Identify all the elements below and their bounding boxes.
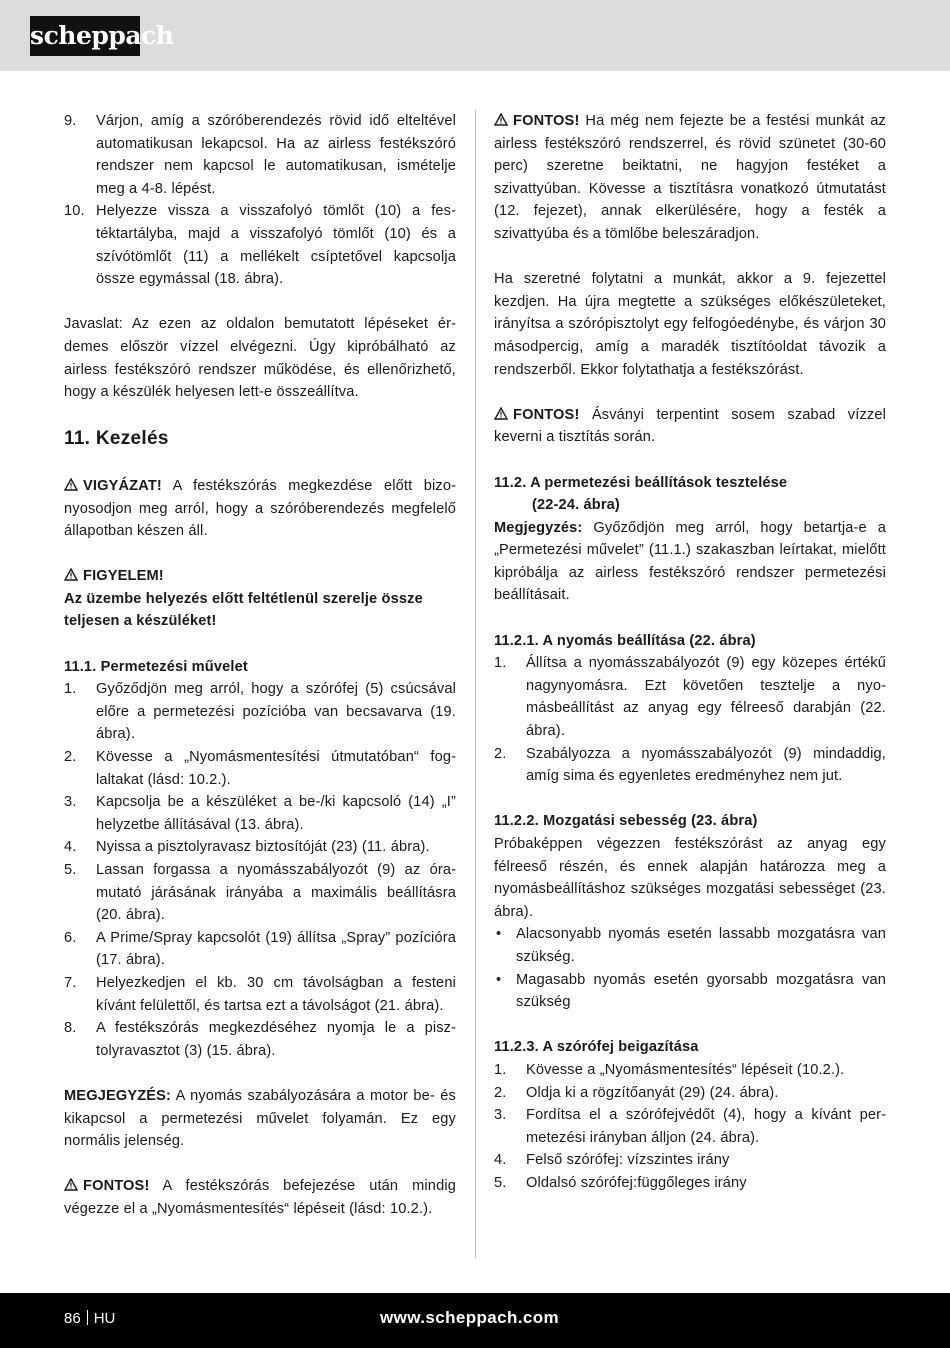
list-text: Állítsa a nyomásszabályozót (9) egy közepes értékű nagynyomásra. Ezt követően tesztelje a nyomásbeállítást az anyag egy félreeső darabján (22. ábra). — [526, 655, 886, 740]
important-label: FONTOS! — [83, 1178, 150, 1195]
important-text: Ásványi terpentint sosem szabad vízzel keverni a tisztítás során. — [494, 406, 886, 446]
bullet-text: Alacsonyabb nyomás esetén lassabb mozgatásra van szükség. — [516, 926, 886, 965]
caution-text: A festékszórás megkezdése előtt bizonyosodjon meg arról, hogy a szóróberendezés megfelelő állapotban készen áll. — [64, 477, 456, 540]
website-link[interactable]: www.scheppach.com — [380, 1308, 560, 1327]
important-text: A festékszórás befejezése után mindig végezze el a „Nyomásmentesítés“ lépéseit (lásd: 10.2.). — [64, 1178, 456, 1217]
speed-paragraph: Próbaképpen végezzen festékszórást az anyag egy félreeső részén, és ennek alapján határozza meg a nyomásbeállításhoz szükséges mozgatási sebességet (23. ábra). — [494, 836, 886, 920]
list-text: Várjon, amíg a szóróberendezés rövid idő elteltével automatikusan lekapcsol. Ha az airless festékszóró rendszer nem kapcsol le automatikusan, ismételje meg a 4-8. lépést. — [96, 113, 456, 197]
bullet-mark: • — [496, 926, 502, 943]
list-number: 5. — [64, 862, 77, 878]
warning-icon — [64, 1178, 78, 1191]
note-paragraph — [64, 1085, 456, 1153]
bullet-item — [494, 969, 886, 1014]
footer-separator — [87, 1310, 88, 1325]
subsection-title: 11.2.1. A nyomás beállítása (22. ábra) — [494, 632, 756, 649]
language-code: HU — [93, 1310, 116, 1327]
caution-paragraph — [64, 475, 456, 543]
subsection-title-continued: (22-24. ábra) — [532, 497, 620, 514]
bullet-item — [494, 923, 886, 968]
list-item — [64, 836, 456, 859]
pressure-steps-list — [494, 652, 886, 788]
page-footer — [0, 1293, 950, 1348]
column-divider — [475, 110, 476, 1258]
list-text: Helyezze vissza a visszafolyó tömlőt (10) a festéktartályba, majd a visszafolyó tömlőt (10) és a szívótömlőt (11) a mellékelt csíptetővel kapcsolja össze egymással (18. ábra). — [96, 203, 456, 288]
list-text: Fordítsa el a szórófejvédőt (4), hogy a kívánt permetezési irányban álljon (24. ábra). — [526, 1107, 886, 1146]
list-text: Nyissa a pisztolyravasz biztosítóját (23) (11. ábra). — [96, 839, 430, 856]
list-text: Szabályozza a nyomásszabályozót (9) mindaddig, amíg sima és egyenletes eredményhez nem jut. — [526, 745, 886, 785]
list-number: 4. — [494, 1152, 507, 1169]
note-label: MEGJEGYZÉS: — [64, 1087, 172, 1104]
list-item — [64, 200, 456, 290]
list-item — [64, 678, 456, 746]
list-number: 7. — [64, 974, 77, 991]
list-number: 2. — [494, 1084, 507, 1101]
list-number: 6. — [64, 929, 77, 946]
list-number: 1. — [494, 655, 507, 672]
important-paragraph — [64, 1175, 456, 1220]
list-text: A Prime/Spray kapcsolót (19) állítsa „Spray” pozícióra (17. ábra). — [96, 929, 456, 969]
subsection-title: 11.1. Permetezési művelet — [64, 658, 248, 675]
list-item — [494, 1082, 886, 1105]
bullet-text: Magasabb nyomás esetén gyorsabb mozgatásra van szükség — [516, 971, 886, 1011]
warning-icon — [494, 407, 508, 420]
list-item — [64, 859, 456, 927]
list-text: A festékszórás megkezdéséhez nyomja le a pisztolyravasztot (3) (15. ábra). — [96, 1020, 456, 1059]
list-text: Kövesse a „Nyomásmentesítési útmutatóban“ foglaltakat (lásd: 10.2.). — [96, 749, 456, 788]
list-text: Oldja ki a rögzítőanyát (29) (24. ábra). — [526, 1084, 779, 1101]
list-number: 1. — [494, 1061, 507, 1078]
left-column — [64, 110, 456, 1221]
list-item — [494, 652, 886, 742]
right-column — [494, 110, 886, 1195]
list-number: 3. — [494, 1107, 507, 1124]
important-paragraph — [494, 110, 886, 246]
nozzle-steps-list — [494, 1059, 886, 1195]
list-number: 8. — [64, 1020, 77, 1037]
list-text: Oldalsó szórófej:függőleges irány — [526, 1174, 747, 1191]
speed-bullet-list — [494, 923, 886, 1013]
list-item — [64, 791, 456, 836]
attention-text: Az üzembe helyezés előtt feltétlenül szerelje össze teljesen a készüléket! — [64, 590, 423, 630]
bullet-mark: • — [496, 971, 502, 988]
warning-icon — [494, 113, 508, 126]
list-number: 2. — [64, 749, 77, 766]
list-number: 5. — [494, 1174, 507, 1191]
list-item — [64, 972, 456, 1017]
list-text: Lassan forgassa a nyomásszabályozót (9) az óramutató járásának irányába a maximális beállításra (20. ábra). — [96, 862, 456, 924]
list-text: Helyezkedjen el kb. 30 cm távolságban a festeni kívánt felülettől, és tartsa ezt a távolságot (21. ábra). — [96, 974, 456, 1014]
important-label: FONTOS! — [513, 113, 580, 129]
list-number: 3. — [64, 794, 77, 811]
important-text: Ha még nem fejezte be a festési munkát az airless festékszóró rendszerrel, és rövid szünetet (30-60 perc) szeretne beiktatni, ne hagyjon festéket a szivattyúban. Kövesse a tisztításra vonatkozó útmutatást (12. fejezet), annak elkerülésére, hogy a festék a szivattyúba és a tömlőbe beleszáradjon. — [494, 113, 886, 242]
attention-heading — [64, 565, 456, 588]
list-number: 9. — [64, 113, 77, 129]
page-header — [0, 0, 950, 71]
important-label: FONTOS! — [513, 406, 580, 423]
list-item — [494, 1059, 886, 1082]
list-number: 4. — [64, 839, 77, 856]
attention-label: FIGYELEM! — [83, 568, 164, 585]
tip-paragraph: Javaslat: Az ezen az oldalon bemutatott lépéseket érdemes először vízzel elvégezni. Úgy kipróbálható az airless festékszóró rendszer működése, és ellenőrizhető, hogy a készülék helyesen lett-e összeállítva. — [64, 316, 456, 401]
important-paragraph — [494, 404, 886, 449]
subsection-title: 11.2.3. A szórófej beigazítása — [494, 1039, 699, 1056]
note-text: A nyomás szabályozására a motor be- és kikapcsol a permetezési művelet folyamán. Ez egy normális jelenség. — [64, 1087, 456, 1150]
warning-icon — [64, 478, 78, 491]
list-number: 10. — [64, 203, 85, 220]
list-item — [494, 1172, 886, 1195]
list-item — [64, 927, 456, 972]
list-item — [64, 1017, 456, 1062]
list-text: Kapcsolja be a készüléket a be-/ki kapcsoló (14) „I” helyzetbe állításával (13. ábra). — [96, 794, 456, 833]
operation-steps-list — [64, 678, 456, 1062]
page-number: 86 — [64, 1310, 81, 1327]
page-info — [64, 1310, 115, 1328]
list-text: Győződjön meg arról, hogy a szórófej (5) csúcsával előre a permetezési pozícióba van becsavarva (19. ábra). — [96, 681, 456, 743]
caution-label: VIGYÁZAT! — [83, 477, 162, 494]
list-item — [64, 746, 456, 791]
warning-icon — [64, 568, 78, 581]
continue-paragraph: Ha szeretné folytatni a munkát, akkor a 9. fejezettel kezdjen. Ha újra megtette a szükséges előkészületeket, irányítsa a szórópisztolyt egy felfogóedénybe, és várjon 30 másodpercig, amíg a maradék tisztítóoldat távozik a rendszerből. Ekkor folytathatja a festékszórást. — [494, 271, 886, 378]
subsection-title: 11.2.2. Mozgatási sebesség (23. ábra) — [494, 813, 758, 830]
note-label: Megjegyzés: — [494, 519, 583, 536]
scheppach-logo: scheppach — [30, 16, 140, 56]
subsection-title: 11.2. A permetezési beállítások tesztelése — [494, 474, 788, 491]
note-text: Győződjön meg arról, hogy betartja-e a „Permetezési művelet” (11.1.) szakaszban leírtakat, mielőtt kipróbálja az airless festékszóró rendszer permetezési beállításait. — [494, 519, 886, 604]
list-item — [494, 743, 886, 788]
list-text: Felső szórófej: vízszintes irány — [526, 1152, 730, 1169]
list-item — [494, 1149, 886, 1172]
list-item — [64, 110, 456, 200]
list-text: Kövesse a „Nyomásmentesítés“ lépéseit (10.2.). — [526, 1061, 845, 1078]
list-number: 1. — [64, 681, 77, 698]
section-title: 11. Kezelés — [64, 428, 169, 450]
list-item — [494, 1104, 886, 1149]
note-paragraph — [494, 517, 886, 607]
list-number: 2. — [494, 745, 507, 762]
